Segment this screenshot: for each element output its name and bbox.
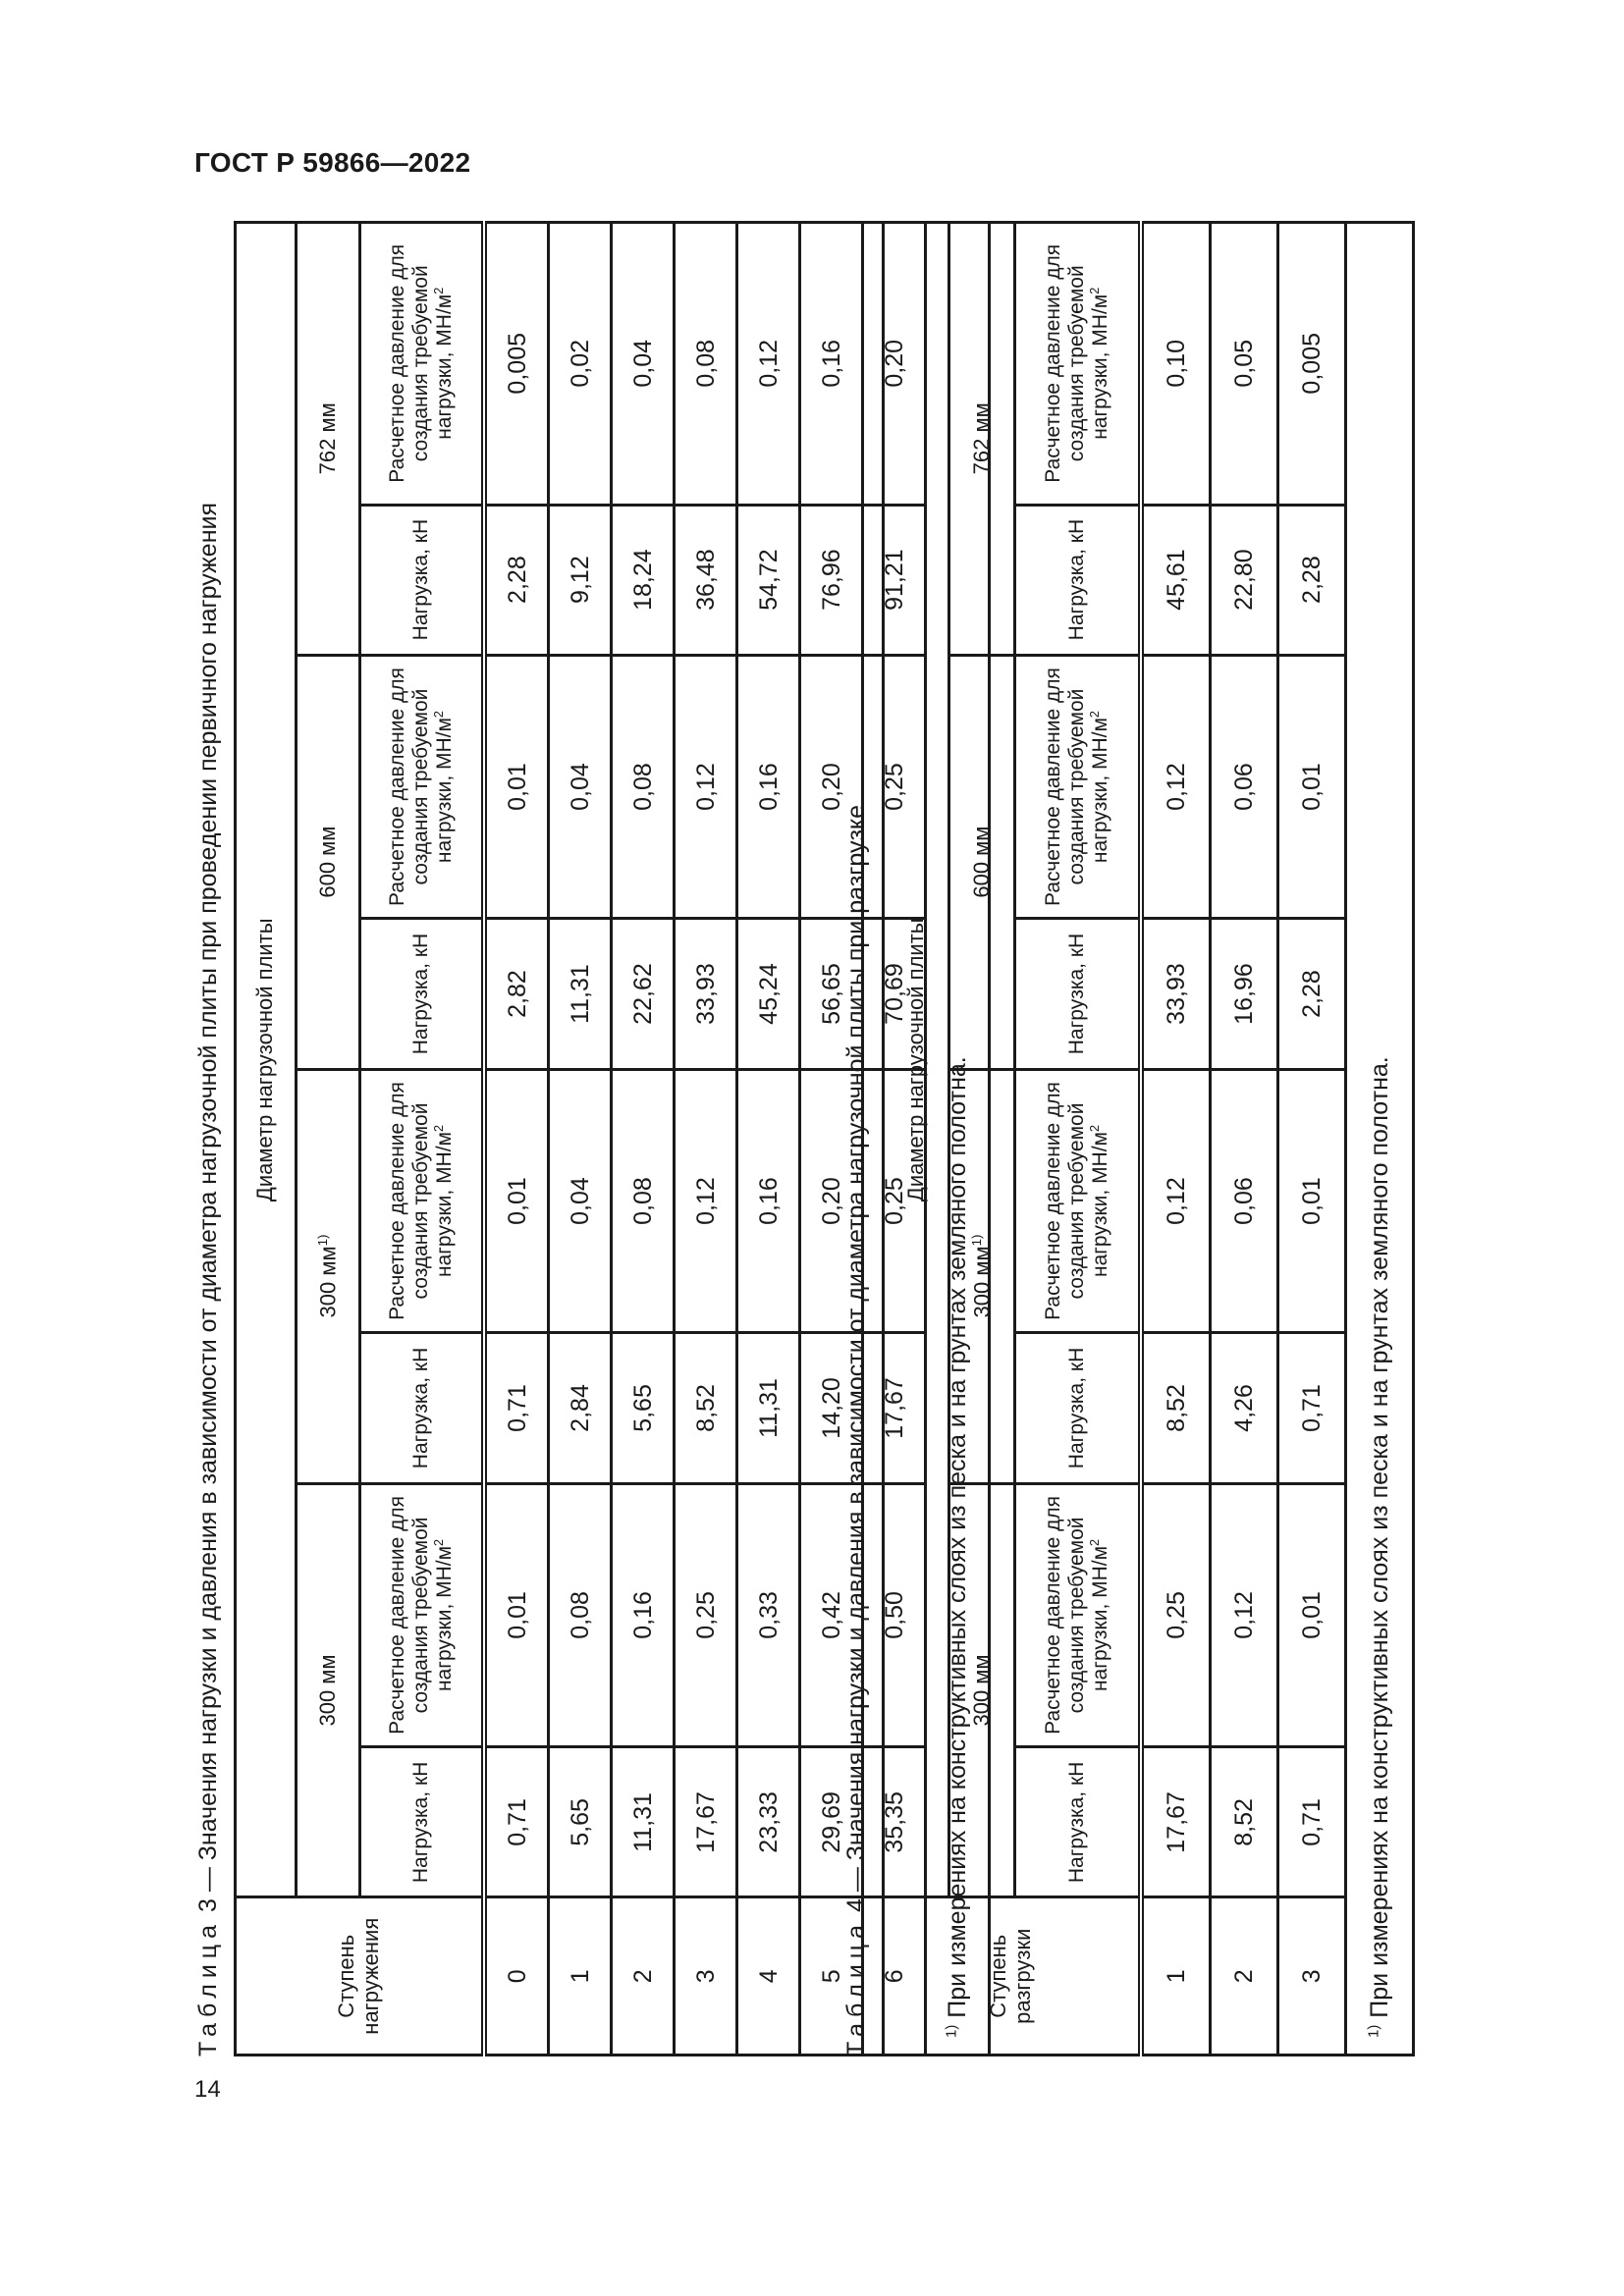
cell-value: 0,12 [1211,1483,1278,1747]
d300-note-header: 300 $мм^{1)}$ [949,1069,1015,1483]
pressure-header: Расчетное давление для создания требуемой нагрузки, $МН/м^2$ [1015,223,1142,506]
cell-value: 0,20 [800,1069,863,1333]
cell-value: 4,26 [1211,1333,1278,1483]
cell-value: 35,35 [863,1747,926,1897]
table-row [549,223,612,2056]
plate-diameter-header: Диаметр нагрузочной плиты [884,223,949,1897]
load-header: Нагрузка, кН [1015,919,1142,1069]
caption-number: 4 [842,1898,870,1913]
table-row [1141,223,1211,2056]
cell-value: 0,50 [863,1483,926,1747]
d762-header: 762 мм [949,223,1015,656]
table-row [737,223,800,2056]
table-3-caption [189,221,234,2056]
cell-value: 11,31 [737,1333,800,1483]
load-header: Нагрузка, кН [360,1747,485,1897]
cell-value: 70,69 [863,919,926,1069]
load-header: Нагрузка, кН [1015,505,1142,655]
table-4-block [837,221,1393,2056]
document-header: ГОСТ Р 59866—2022 [194,147,471,178]
cell-value: 0,12 [1141,1069,1211,1333]
load-header: Нагрузка, кН [360,1333,485,1483]
cell-value: 0,06 [1211,655,1278,919]
cell-step: 1 [1141,1897,1211,2056]
cell-value: 0,08 [612,1069,675,1333]
cell-value: 16,96 [1211,919,1278,1069]
cell-value: 0,08 [612,655,675,919]
cell-value: 11,31 [549,919,612,1069]
table-row [484,223,549,2056]
caption-text: — Значения нагрузки и давления в зависимости от диаметра нагрузочной плиты при разгрузке [842,804,870,1899]
pressure-header: Расчетное давление для создания требуемой нагрузки, $МН/м^2$ [1015,655,1142,919]
table-4 [882,221,1415,2056]
cell-value: 0,10 [1141,223,1211,506]
table-row [612,223,675,2056]
page-number: 14 [194,2076,221,2103]
d600-header: 600 мм [949,655,1015,1069]
footnote: $^{1)}$ При измерениях на конструктивных слоях из песка и на грунтах земляного полотна. [1346,223,1414,2056]
cell-value: 0,16 [612,1483,675,1747]
cell-value: 56,65 [800,919,863,1069]
cell-value: 0,005 [484,223,549,506]
d600-header: 600 мм [297,655,360,1069]
cell-step: 5 [800,1897,863,2056]
cell-value: 0,04 [549,655,612,919]
load-header: Нагрузка, кН [360,505,485,655]
cell-value: 91,21 [863,505,926,655]
cell-value: 0,20 [863,223,926,506]
cell-value: 0,12 [675,655,737,919]
cell-value: 45,24 [737,919,800,1069]
cell-value: 0,16 [737,1069,800,1333]
step-header: Ступень разгрузки [884,1897,1142,2056]
cell-value: 29,69 [800,1747,863,1897]
cell-value: 0,12 [675,1069,737,1333]
cell-value: 0,25 [863,655,926,919]
table-row [1278,223,1346,2056]
cell-value: 54,72 [737,505,800,655]
cell-value: 0,71 [484,1333,549,1483]
cell-value: 0,05 [1211,223,1278,506]
caption-prefix: Таблица [842,1918,870,2056]
cell-value: 0,005 [1278,223,1346,506]
cell-value: 0,01 [1278,1483,1346,1747]
cell-value: 0,25 [1141,1483,1211,1747]
cell-value: 8,52 [1141,1333,1211,1483]
cell-value: 5,65 [549,1747,612,1897]
cell-value: 8,52 [675,1333,737,1483]
cell-value: 17,67 [863,1333,926,1483]
cell-value: 0,12 [1141,655,1211,919]
cell-step: 6 [863,1897,926,2056]
pressure-header: Расчетное давление для создания требуемой нагрузки, $МН/м^2$ [360,655,485,919]
cell-step: 3 [675,1897,737,2056]
cell-step: 4 [737,1897,800,2056]
cell-value: 36,48 [675,505,737,655]
cell-value: 8,52 [1211,1747,1278,1897]
cell-value: 2,28 [1278,505,1346,655]
cell-value: 33,93 [1141,919,1211,1069]
cell-value: 0,16 [800,223,863,506]
d300-header: 300 мм [949,1483,1015,1897]
cell-value: 0,71 [484,1747,549,1897]
cell-value: 2,28 [1278,919,1346,1069]
cell-value: 0,08 [549,1483,612,1747]
pressure-header: Расчетное давление для создания требуемой нагрузки, $МН/м^2$ [360,223,485,506]
load-header: Нагрузка, кН [1015,1747,1142,1897]
cell-value: 0,25 [675,1483,737,1747]
cell-value: 18,24 [612,505,675,655]
cell-value: 76,96 [800,505,863,655]
cell-value: 0,01 [484,1483,549,1747]
cell-step: 3 [1278,1897,1346,2056]
caption-prefix: Таблица [194,1918,222,2056]
cell-value: 0,01 [484,1069,549,1333]
cell-value: 17,67 [1141,1747,1211,1897]
cell-value: 2,84 [549,1333,612,1483]
cell-value: 0,71 [1278,1333,1346,1483]
table-4-caption [837,221,882,2056]
cell-value: 0,25 [863,1069,926,1333]
cell-value: 23,33 [737,1747,800,1897]
cell-value: 33,93 [675,919,737,1069]
caption-number: 3 [194,1898,222,1913]
load-header: Нагрузка, кН [1015,1333,1142,1483]
footnote: $^{1)}$ При измерениях на конструктивных слоях из песка и на грунтах земляного полотна. [926,223,990,2056]
cell-value: 0,12 [737,223,800,506]
cell-value: 0,01 [1278,655,1346,919]
plate-diameter-header: Диаметр нагрузочной плиты [236,223,297,1897]
cell-value: 0,06 [1211,1069,1278,1333]
step-header: Ступень нагружения [236,1897,485,2056]
cell-value: 0,16 [737,655,800,919]
d300-note-header: 300 $мм^{1)}$ [297,1069,360,1483]
table-row [675,223,737,2056]
cell-value: 14,20 [800,1333,863,1483]
cell-value: 0,08 [675,223,737,506]
cell-step: 2 [612,1897,675,2056]
cell-value: 22,80 [1211,505,1278,655]
cell-value: 22,62 [612,919,675,1069]
cell-value: 0,71 [1278,1747,1346,1897]
cell-value: 0,01 [1278,1069,1346,1333]
cell-value: 45,61 [1141,505,1211,655]
cell-value: 2,28 [484,505,549,655]
cell-value: 0,33 [737,1483,800,1747]
pressure-header: Расчетное давление для создания требуемой нагрузки, $МН/м^2$ [1015,1069,1142,1333]
cell-value: 0,02 [549,223,612,506]
cell-value: 9,12 [549,505,612,655]
pressure-header: Расчетное давление для создания требуемой нагрузки, $МН/м^2$ [360,1069,485,1333]
load-header: Нагрузка, кН [360,919,485,1069]
cell-value: 0,04 [549,1069,612,1333]
pressure-header: Расчетное давление для создания требуемой нагрузки, $МН/м^2$ [360,1483,485,1747]
pressure-header: Расчетное давление для создания требуемой нагрузки, $МН/м^2$ [1015,1483,1142,1747]
cell-value: 17,67 [675,1747,737,1897]
cell-value: 0,20 [800,655,863,919]
cell-value: 0,01 [484,655,549,919]
cell-value: 2,82 [484,919,549,1069]
cell-value: 5,65 [612,1333,675,1483]
cell-step: 0 [484,1897,549,2056]
cell-step: 1 [549,1897,612,2056]
d300-header: 300 мм [297,1483,360,1897]
d762-header: 762 мм [297,223,360,656]
cell-value: 0,42 [800,1483,863,1747]
cell-value: 0,04 [612,223,675,506]
table-row [1211,223,1278,2056]
caption-text: — Значения нагрузки и давления в зависимости от диаметра нагрузочной плиты при проведении первичного нагружения [194,503,222,1899]
cell-step: 2 [1211,1897,1278,2056]
cell-value: 11,31 [612,1747,675,1897]
footnote-row [1346,223,1414,2056]
